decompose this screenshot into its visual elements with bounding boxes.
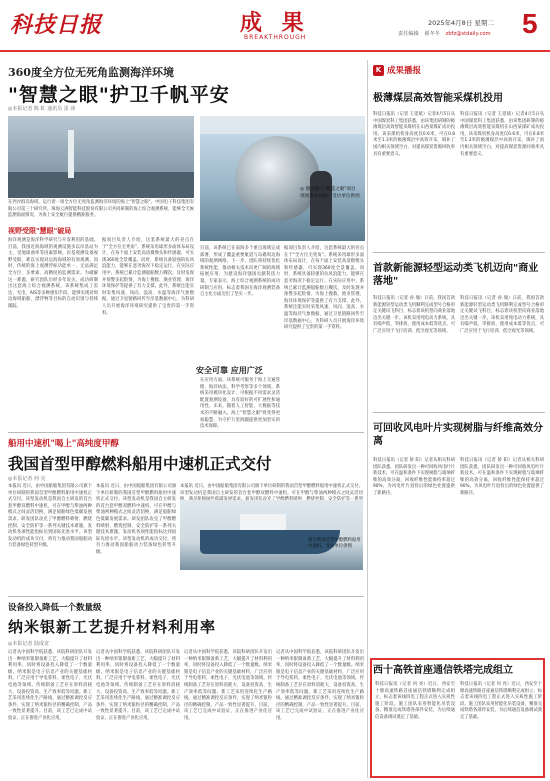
story2-col2: 本报讯 近日，由中国船舶集团有限公司旗下单位研制的我国首型甲醇燃料船用中速机正式交付。该型发动机是我国自主研发的首台套甲醇双燃料中速机，可在甲醇与柴油两种模式之间灵活切换，满足船舶绿色低碳发展需求。研发团队攻克了甲醇燃料喷射、燃烧控制、安全防护等一系列关键技术难题，发动机各项性能指标达到国际先进水平。该型发动机的成功交付，将有力推动我国船舶动力装备绿色转型升级。 [96,484,176,555]
divider [373,412,545,413]
editor-name: 翟冬冬 [424,31,440,37]
brief-title-1[interactable]: 极薄煤层高效智能采煤机投用 [373,93,503,104]
brief-text-4b: 科技日报讯（记者 何 亮）近日，西安至十堰高速铁路首座通信铁塔顺利完成组立，标志着该线四电工程正式进入实质性施工阶段。施工团队采用智能化吊装设备，精准完成铁塔各部件安装，为后续通信设备调试奠定了基础。 [460,682,542,720]
story1-col3: 目前，该系统已在南海多个重点海域完成部署，形成了覆盖重要航道与岛礁周边海域的观测网络。下一步，团队将持续优化系统性能，推动相关技术向更广阔的海域拓展应用，为建设海洋强国贡献科技力量。专家表示，海上综合观测系统的成功研制与应用，标志着我国在海洋观测装备自主化方面迈出了坚实一步。 [200,246,280,298]
story3-col4: 记者从中国科学院获悉，该院科研团队开发出一种纳米银制备新工艺，大幅提升了材料利用率，同时将设备投入降低了一个数量级。纳米银是电子信息产业的关键基础材料，广泛应用于导电浆料、柔性电子、光伏电池等领域。传统制备工艺存在原料消耗大、设备投资高、生产效率低等问题。新工艺采用连续化生产路线，通过精准调控反应条件，实现了纳米银粒径的精确控制，产品一致性显著提升。目前，该工艺已完成中试验证，正在推进产业化应用。 [276,650,364,721]
story2-kicker: 船用中速机"喝上"高纯度甲醇 [8,439,119,449]
story3-title[interactable]: 纳米银新工艺提升材料利用率 [8,618,217,636]
story1-col2: 据项目负责人介绍，这套系统最大的亮点在于"全方位无死角"。系统采用球形多面体布局设计，在每个面上安装高清摄像头和传感器，可实现360度全景覆盖。同时，系统具备较强的抗风浪能力，能够在恶劣海况下稳定运行。在实际应用中，系统已累计监测船舶数万艘次，及时发现并预警多起险情，为海上搜救、渔业管理、海洋环境保护等提供了有力支撑。此外，系统还能实时采集风速、风向、浪高、水温等海洋气象数据，通过卫星链路回传至岸基数据中心，为科研人员开展海洋环境研究提供了宝贵的第一手资料。 [102,238,194,316]
story1-intro: 在西沙群岛海域，运行着一项全方位无死角监测海洋环境的海上"智慧之眼"。中国电子科技集团有限公司第三十研究所、珠海云洲智能科技股份有限公司共同研制的海上综合观测系统，能够全天候监测海面情况，为海上安全航行提供精准服务。 [8,200,194,219]
section-subtitle: BREAKTHROUGH [244,34,307,41]
photo-sphere-shape [235,136,320,221]
brief-text-2a: 科技日报讯（记者 孙 瑜）日前，我国首款新能源轻型运动类飞机顺利完成型号合格审定关键试飞科目，标志着该机型向商业落地迈出关键一步。该机采用纯电动力系统，具有噪声低、零排放、使用成本低等优点，可广泛应用于飞行培训、低空观光等领域。 [373,296,455,334]
masthead [0,0,550,52]
story2-photo-caption: 图为我国首型甲醇燃料船用中速机。受访单位供图 [308,538,361,550]
story1-byline: ◎本报记者 陈 虹 通讯员 雷 淳 [8,106,76,112]
story1-title[interactable]: "智慧之眼"护卫千帆平安 [8,84,230,106]
editor-email[interactable]: zbfz@stdaily.com [445,31,491,37]
section-title: 成 果 [240,11,310,36]
story3-kicker: 设备投入降低一个数量级 [8,603,102,613]
brief-title-4[interactable]: 西十高铁首座通信铁塔完成组立 [373,665,513,676]
divider [8,432,364,433]
photo-mast-shape [68,130,74,178]
story1-col1: 海洋观测是海洋科学研究与开发利用的基础。目前，我国近海海域的观测设施多以岸基站为主，受地球曲率等因素影响，岸基观测设备视野受限，难以实现对远海海域的有效观测。同时，传统的海上观测浮标功能单一，无法满足全方位、多要素、高精度的监测需求。为破解这一难题，研究团队历经多年攻关，成功研制出这套海上综合观测系统。该系统集成了雷达、光电、AIS等多种感知手段，能够实现对周边海域船舶、漂浮物等目标的自动识别与持续跟踪。 [8,238,98,309]
story2-col1: 本报讯 近日，由中国船舶集团有限公司旗下单位研制的我国首型甲醇燃料船用中速机正式交付。该型发动机是我国自主研发的首台套甲醇双燃料中速机，可在甲醇与柴油两种模式之间灵活切换，满足船舶绿色低碳发展需求。研发团队攻克了甲醇燃料喷射、燃烧控制、安全防护等一系列关键技术难题，发动机各项性能指标达到国际先进水平。该型发动机的成功交付，将有力推动我国船舶动力装备绿色转型升级。 [8,484,92,549]
story1-photo-vessel [8,116,194,198]
issue-date: 2025年4月8日 星期二 [428,19,494,27]
story1-kicker: 360度全方位无死角监测海洋环境 [8,66,174,79]
divider [8,596,364,597]
story2-title[interactable]: 我国首型甲醇燃料船用中速机正式交付 [8,455,272,473]
brief-title-3[interactable]: 可回收风电叶片实现树脂与纤维高效分离 [373,423,543,447]
editor-info [398,30,495,37]
briefs-header [373,64,421,76]
story2-photo-ship [180,500,363,570]
column-divider [367,60,368,778]
briefs-header-label: 成果播报 [387,66,422,76]
briefs-badge-icon: K [373,65,384,76]
brief-text-2b: 科技日报讯（记者 孙 瑜）日前，我国首款新能源轻型运动类飞机顺利完成型号合格审定关键试飞科目，标志着该机型向商业落地迈出关键一步。该机采用纯电动力系统，具有噪声低、零排放、使用成本低等优点，可广泛应用于飞行培训、低空观光等领域。 [460,296,544,334]
divider [373,252,545,253]
brief-text-3b: 科技日报讯（记者 矫 阳）记者从相关科研团队获悉，团队研发出一种可回收风电叶片新技术，可在温和条件下实现树脂与玻璃纤维的高效分离，回收纤维性能保持率超过90%，为风电叶片退役后的绿色处置提供了新路径。 [460,458,544,496]
story3-col1: 记者从中国科学院获悉，该院科研团队开发出一种纳米银制备新工艺，大幅提升了材料利用率，同时将设备投入降低了一个数量级。纳米银是电子信息产业的关键基础材料，广泛应用于导电浆料、柔性电子、光伏电池等领域。传统制备工艺存在原料消耗大、设备投资高、生产效率低等问题。新工艺采用连续化生产路线，通过精准调控反应条件，实现了纳米银粒径的精确控制，产品一致性显著提升。目前，该工艺已完成中试验证，正在推进产业化应用。 [8,650,92,721]
newspaper-logo: 科技日报 [10,12,103,38]
story3-col2: 记者从中国科学院获悉，该院科研团队开发出一种纳米银制备新工艺，大幅提升了材料利用率，同时将设备投入降低了一个数量级。纳米银是电子信息产业的关键基础材料，广泛应用于导电浆料、柔性电子、光伏电池等领域。传统制备工艺存在原料消耗大、设备投资高、生产效率低等问题。新工艺采用连续化生产路线，通过精准调控反应条件，实现了纳米银粒径的精确控制，产品一致性显著提升。目前，该工艺已完成中试验证，正在推进产业化应用。 [96,650,180,721]
story1-col3b: 据项目负责人介绍，这套系统最大的亮点在于"全方位无死角"。系统采用球形多面体布局设计，在每个面上安装高清摄像头和传感器，可实现360度全景覆盖。同时，系统具备较强的抗风浪能力，能够在恶劣海况下稳定运行。在实际应用中，系统已累计监测船舶数万艘次，及时发现并预警多起险情，为海上搜救、渔业管理、海洋环境保护等提供了有力支撑。此外，系统还能实时采集风速、风向、浪高、水温等海洋气象数据，通过卫星链路回传至岸基数据中心，为科研人员开展海洋环境研究提供了宝贵的第一手资料。 [284,246,364,331]
page-number: 5 [522,8,538,39]
brief-text-1a: 科技日报讯（记者 王延斌）记者4月5日从中国煤炭科工集团获悉，由该集团研制的极薄煤层高效智能采煤机在山西某煤矿成功投用。该采煤机机身高度仅0.6米，可在0.8米至1.3米的极薄煤层中高效开采，填补了国内相关领域空白，对提高煤炭资源回收率具有重要意义。 [373,112,455,157]
brief-text-3a: 科技日报讯（记者 矫 阳）记者从相关科研团队获悉，团队研发出一种可回收风电叶片新技术，可在温和条件下实现树脂与玻璃纤维的高效分离，回收纤维性能保持率超过90%，为风电叶片退役后的绿色处置提供了新路径。 [373,458,455,496]
story1-photo-sphere [200,116,365,241]
story3-col3: 记者从中国科学院获悉，该院科研团队开发出一种纳米银制备新工艺，大幅提升了材料利用率，同时将设备投入降低了一个数量级。纳米银是电子信息产业的关键基础材料，广泛应用于导电浆料、柔性电子、光伏电池等领域。传统制备工艺存在原料消耗大、设备投资高、生产效率低等问题。新工艺采用连续化生产路线，通过精准调控反应条件，实现了纳米银粒径的精确控制，产品一致性显著提升。目前，该工艺已完成中试验证，正在推进产业化应用。 [184,650,272,721]
story3-byline: ◎本报记者 陆成宽 [8,641,49,647]
brief-title-2[interactable]: 首款新能源轻型运动类飞机迈向"商业落地" [373,263,539,287]
photo-pipe-shape [200,116,365,134]
brief-text-4a: 科技日报讯（记者 何 亮）近日，西安至十堰高速铁路首座通信铁塔顺利完成组立，标志着该线四电工程正式进入实质性施工阶段。施工团队采用智能化吊装设备，精准完成铁塔各部件安装，为后续通信设备调试奠定了基础。 [375,682,455,720]
story1-midhead: 安全可靠 应用广泛 [196,366,263,375]
story1-col4: 在应用方面，该系统可服务于海上交通管理、海洋执法、科学考察等多个领域。系统采用模块化设计，可根据不同需求灵活配置观测设备，具有较好的可扩展性和通用性。未来，随着人工智能、大数据等技术的不断融入，海上"智慧之眼"将变得更加聪慧，为守护万里海疆提供更加坚实的技术保障。 [200,378,280,430]
story2-col3: 本报讯 近日，由中国船舶集团有限公司旗下单位研制的我国首型甲醇燃料船用中速机正式交付。该型发动机是我国自主研发的首台套甲醇双燃料中速机，可在甲醇与柴油两种模式之间灵活切 [180,484,363,496]
editor-label: 责任编辑 [398,31,419,37]
story1-subhead-1: 视野受限"慧眼"破局 [8,227,72,235]
photo-deck-shape [8,172,194,198]
brief-text-1b: 科技日报讯（记者 王延斌）记者4月5日从中国煤炭科工集团获悉，由该集团研制的极薄煤层高效智能采煤机在山西某煤矿成功投用。该采煤机机身高度仅0.6米，可在0.8米至1.3米的极薄煤层中高效开采，填补了国内相关领域空白，对提高煤炭资源回收率具有重要意义。 [460,112,544,157]
story2-byline: ◎本报记者 何 亮 [8,476,46,482]
story1-photo-caption: ◎ 图为海上"智慧之眼"项目现场作业画面。受访单位供图 [300,187,360,199]
